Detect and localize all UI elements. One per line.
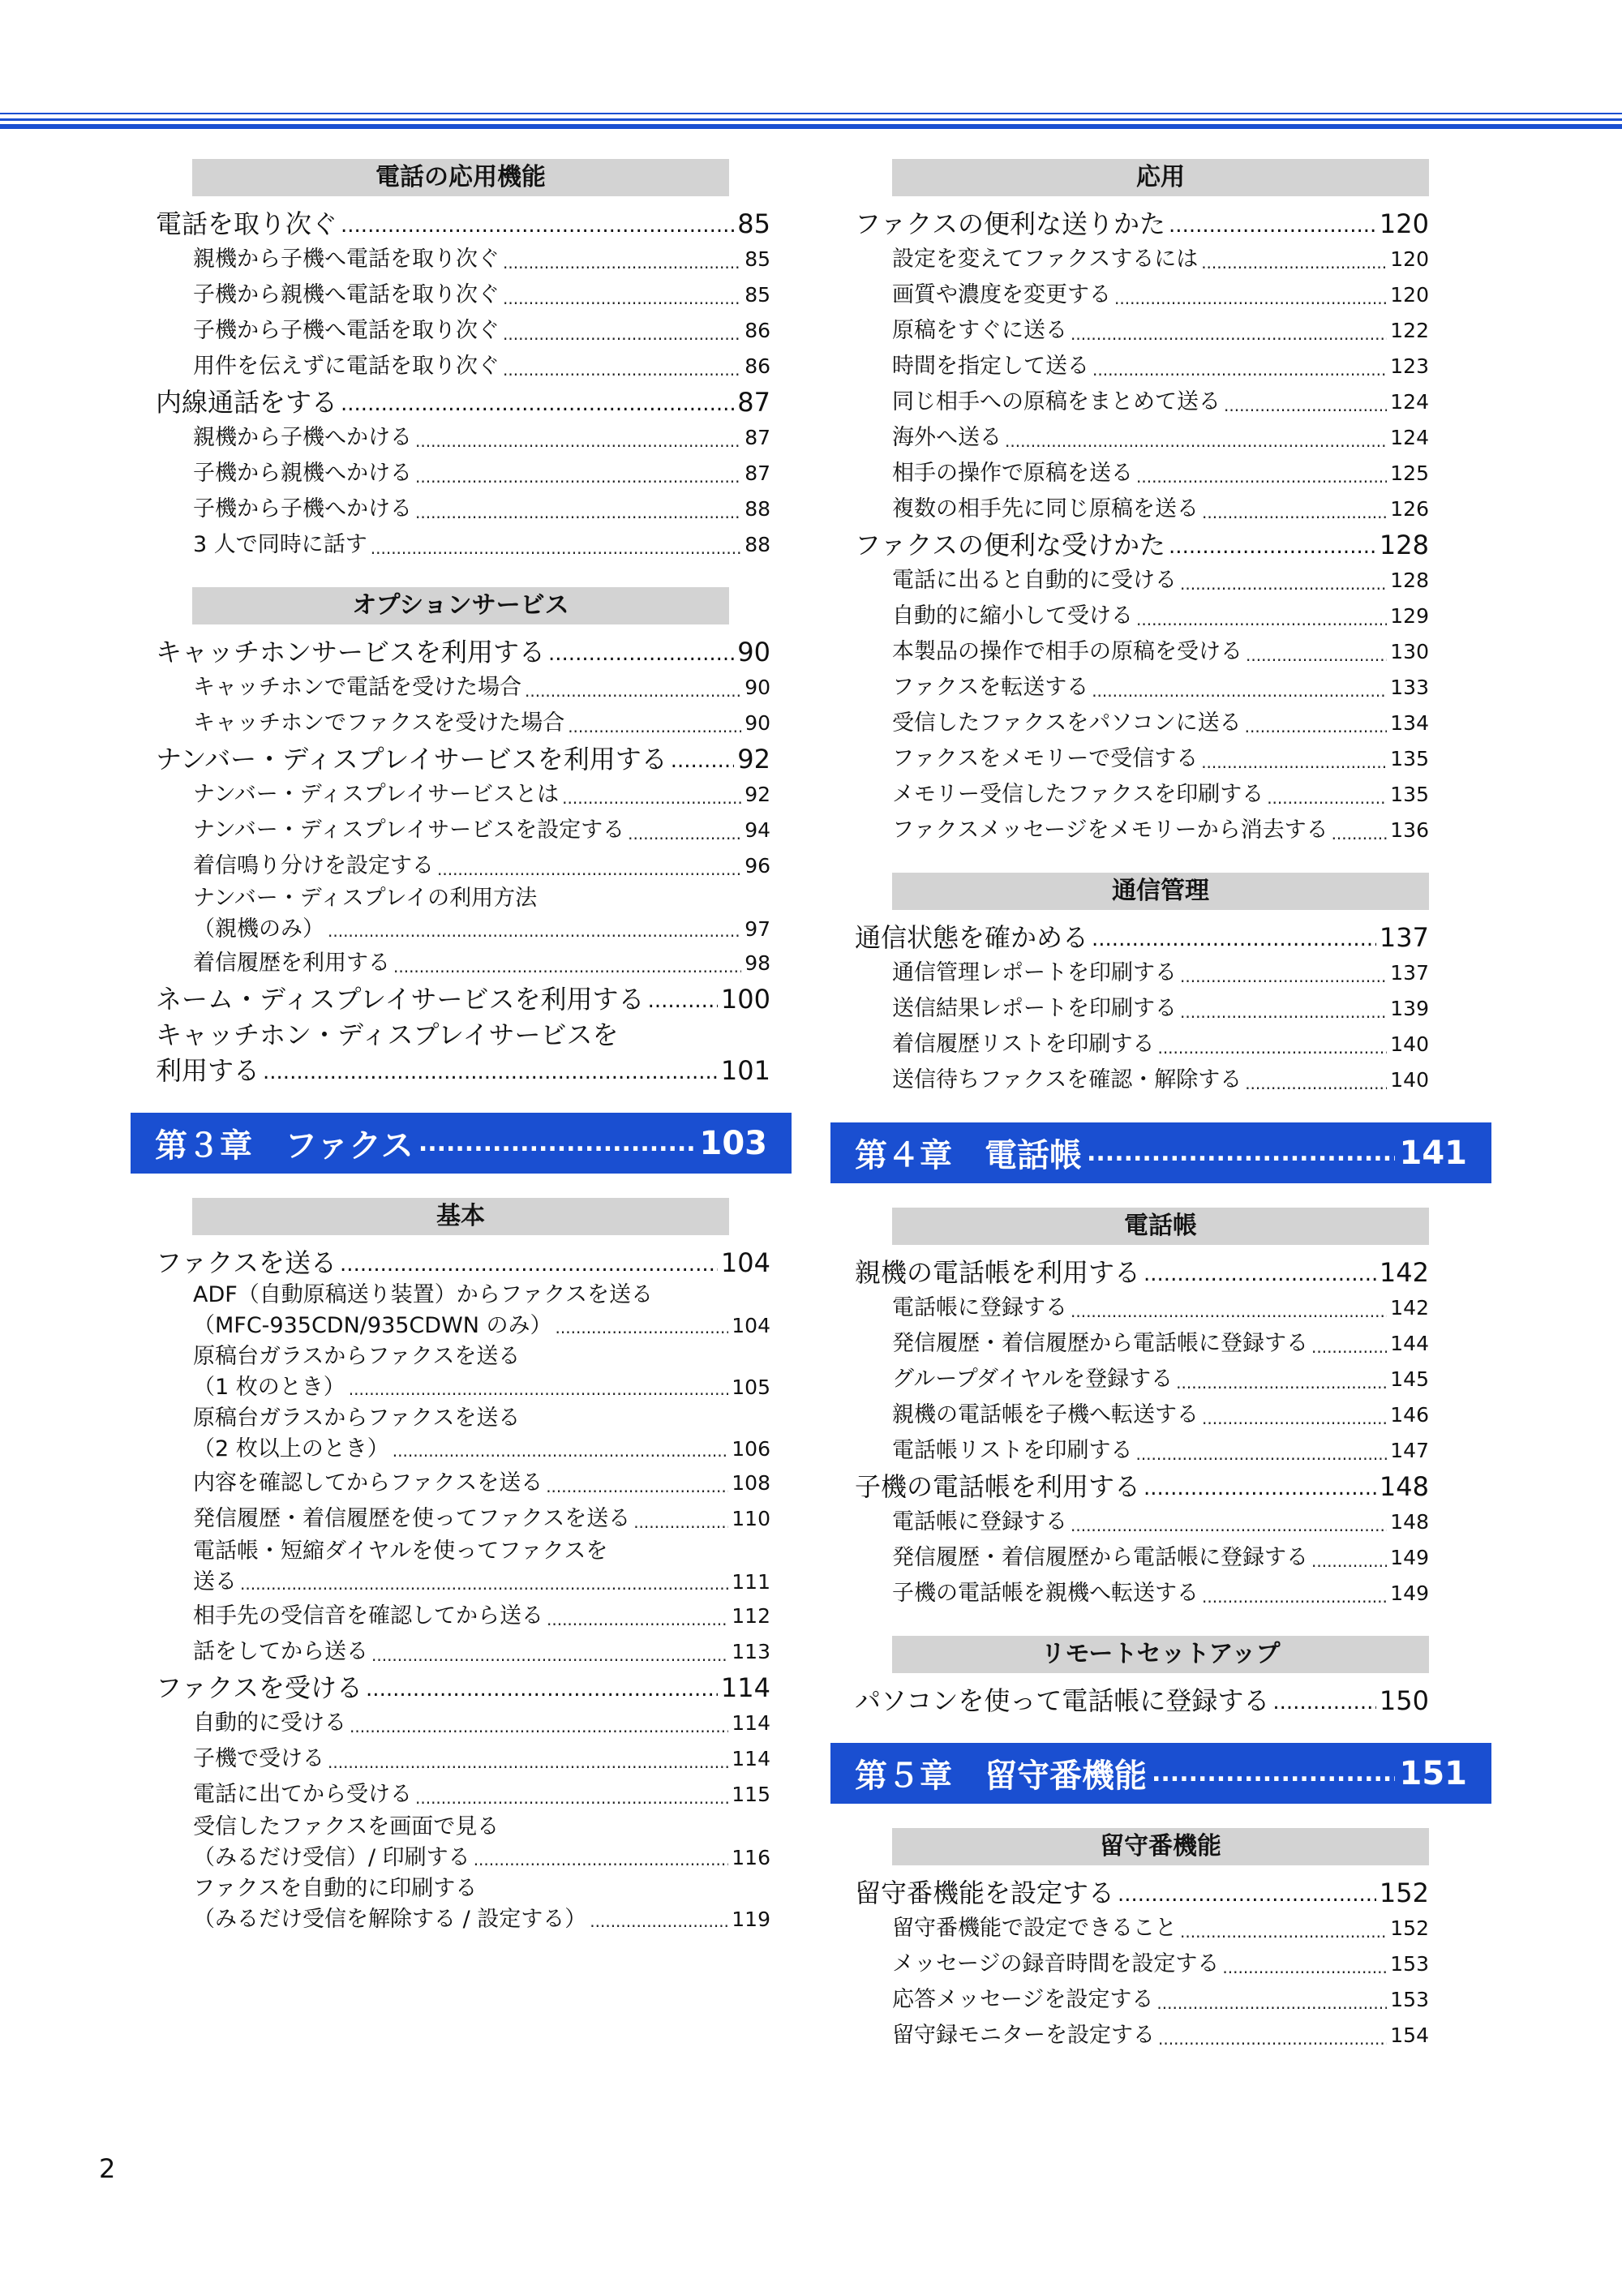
leader-dots <box>1224 391 1387 420</box>
toc-subentry[interactable]: 通信管理レポートを印刷する ..... 137 <box>892 955 1429 991</box>
page-ref: 104 <box>720 1247 770 1278</box>
toc-subentry[interactable]: （2 枚以上のとき） ..... 106 <box>193 1433 770 1466</box>
toc-entry[interactable]: 親機の電話帳を利用する ..... 142 <box>855 1255 1429 1290</box>
leader-dots <box>503 320 741 349</box>
toc-entry[interactable]: 利用する ..... 101 <box>156 1053 770 1088</box>
leader-dots <box>1311 1547 1387 1576</box>
toc-subentry[interactable]: メモリー受信したファクスを印刷する ..... 135 <box>892 777 1429 813</box>
page-ref: 124 <box>1390 390 1429 414</box>
page-ref: 124 <box>1390 426 1429 449</box>
page-ref: 110 <box>732 1507 770 1530</box>
leader-dots <box>328 916 741 946</box>
leader-dots <box>1180 1917 1387 1946</box>
page-ref: 87 <box>737 387 770 418</box>
toc-subentry[interactable]: （MFC-935CDN/935CDWN のみ） ..... 104 <box>193 1310 770 1342</box>
page-ref: 108 <box>732 1471 770 1495</box>
page-ref: 120 <box>1390 283 1429 307</box>
page-ref: 88 <box>744 497 770 521</box>
leader-dots <box>1180 962 1387 991</box>
toc-subentry[interactable]: 着信履歴を利用する ..... 98 <box>193 946 770 981</box>
chapter-title: 第５章 留守番機能 <box>855 1757 1147 1795</box>
toc-subentry[interactable]: 受信したファクスをパソコンに送る ..... 134 <box>892 706 1429 741</box>
page-ref: 88 <box>744 533 770 556</box>
toc-subentry[interactable]: メッセージの録音時間を設定する ..... 153 <box>892 1946 1429 1982</box>
toc-subentry[interactable]: （親機のみ） ..... 97 <box>193 913 770 946</box>
leader-dots <box>1135 1440 1387 1469</box>
toc-subentry[interactable]: 子機から子機へ電話を取り次ぐ ..... 86 <box>193 313 770 349</box>
toc-subentry-line1[interactable]: 受信したファクスを画面で見る <box>193 1814 500 1839</box>
toc-subentry[interactable]: （みるだけ受信を解除する / 設定する） ..... 119 <box>193 1903 770 1936</box>
toc-entry-line1[interactable]: キャッチホン・ディスプレイサービスを <box>156 1019 619 1050</box>
page-ref: 140 <box>1390 1068 1429 1092</box>
toc-subentry[interactable]: 電話帳に登録する ..... 148 <box>892 1504 1429 1540</box>
toc-subentry[interactable]: 自動的に縮小して受ける ..... 129 <box>892 599 1429 634</box>
toc-entry[interactable]: ファクスの便利な送りかた ..... 120 <box>855 206 1429 242</box>
page-ref: 86 <box>744 319 770 342</box>
page-ref: 85 <box>744 283 770 307</box>
leader-dots <box>1087 1139 1395 1167</box>
toc-subentry[interactable]: 話をしてから送る ..... 113 <box>193 1634 770 1670</box>
page-ref: 136 <box>1390 818 1429 842</box>
leader-dots <box>1332 819 1388 848</box>
page-ref: 120 <box>1390 247 1429 271</box>
toc-entry[interactable]: パソコンを使って電話帳に登録する ..... 150 <box>855 1683 1429 1719</box>
header-rule-thin <box>0 113 1622 114</box>
leader-dots <box>371 534 741 563</box>
page-ref: 87 <box>744 461 770 485</box>
toc-subentry-line1[interactable]: ナンバー・ディスプレイの利用方法 <box>193 886 538 911</box>
toc-subentry[interactable]: ファクスをメモリーで受信する ..... 135 <box>892 741 1429 777</box>
leader-dots <box>1092 355 1387 384</box>
toc-subentry[interactable]: 子機の電話帳を親機へ転送する ..... 149 <box>892 1576 1429 1611</box>
leader-dots <box>437 855 741 884</box>
leader-dots <box>503 248 741 277</box>
chapter-banner[interactable] <box>830 1743 1491 1804</box>
leader-dots <box>474 1845 729 1874</box>
section-header: 電話帳 <box>892 1208 1429 1245</box>
leader-dots <box>1144 1472 1376 1504</box>
toc-subentry[interactable]: 親機から子機へ電話を取り次ぐ ..... 85 <box>193 242 770 277</box>
page-ref: 152 <box>1390 1916 1429 1940</box>
toc-subentry[interactable]: 原稿をすぐに送る ..... 122 <box>892 313 1429 349</box>
leader-dots <box>340 1248 718 1281</box>
toc-entry[interactable]: 通信状態を確かめる ..... 137 <box>855 920 1429 955</box>
toc-subentry[interactable]: 電話に出てから受ける ..... 115 <box>193 1777 770 1813</box>
leader-dots <box>263 1056 718 1088</box>
toc-left-column <box>156 159 770 1936</box>
leader-dots <box>1136 605 1387 634</box>
page-ref: 119 <box>732 1908 770 1931</box>
toc-subentry[interactable]: 応答メッセージを設定する ..... 153 <box>892 1982 1429 2018</box>
page-ref: 101 <box>720 1055 770 1086</box>
page-ref: 94 <box>744 818 770 842</box>
page-ref: 128 <box>1379 530 1429 560</box>
page-ref: 141 <box>1399 1134 1467 1172</box>
page-ref: 90 <box>737 637 770 667</box>
toc-subentry[interactable]: 設定を変えてファクスするには ..... 120 <box>892 242 1429 277</box>
page-ref: 139 <box>1390 997 1429 1020</box>
leader-dots <box>415 498 741 527</box>
page-ref: 133 <box>1390 676 1429 699</box>
leader-dots <box>415 1783 728 1813</box>
toc-subentry[interactable]: 同じ相手への原稿をまとめて送る ..... 124 <box>892 384 1429 420</box>
page-ref: 122 <box>1390 319 1429 342</box>
leader-dots <box>341 388 734 420</box>
leader-dots <box>562 783 741 813</box>
page-ref: 151 <box>1399 1754 1467 1792</box>
toc-entry[interactable]: ネーム・ディスプレイサービスを利用する ..... 100 <box>156 981 770 1017</box>
section-header: 応用 <box>892 159 1429 196</box>
leader-dots <box>240 1569 728 1599</box>
leader-dots <box>1311 1333 1387 1362</box>
leader-dots <box>328 1748 728 1777</box>
page-ref: 85 <box>737 208 770 239</box>
toc-subentry[interactable]: 画質や濃度を変更する ..... 120 <box>892 277 1429 313</box>
page-ref: 153 <box>1390 1952 1429 1976</box>
leader-dots <box>1201 748 1387 777</box>
page-ref: 106 <box>732 1437 770 1461</box>
page-ref: 137 <box>1390 961 1429 985</box>
section-header: 基本 <box>192 1198 729 1235</box>
toc-subentry[interactable]: 着信鳴り分けを設定する ..... 96 <box>193 848 770 884</box>
leader-dots <box>1202 1582 1387 1611</box>
toc-entry[interactable]: 内線通話をする ..... 87 <box>156 384 770 420</box>
page-ref: 120 <box>1379 208 1429 239</box>
page-ref: 125 <box>1390 461 1429 485</box>
page-ref: 113 <box>732 1640 770 1663</box>
page-ref: 105 <box>732 1375 770 1399</box>
page-ref: 100 <box>720 984 770 1015</box>
page-ref: 137 <box>1379 922 1429 953</box>
leader-dots <box>556 1313 729 1342</box>
header-rule-medium <box>0 118 1622 121</box>
section-header: 通信管理 <box>892 873 1429 910</box>
section-header: リモートセットアップ <box>892 1636 1429 1673</box>
toc-subentry[interactable]: 電話に出ると自動的に受ける ..... 128 <box>892 563 1429 599</box>
page-ref: 92 <box>744 783 770 806</box>
leader-dots <box>1157 1033 1387 1062</box>
leader-dots <box>366 1673 718 1706</box>
page-ref: 152 <box>1379 1878 1429 1908</box>
page-ref: 140 <box>1390 1032 1429 1056</box>
toc-entry[interactable]: ファクスの便利な受けかた ..... 128 <box>855 527 1429 563</box>
chapter-title: 第４章 電話帳 <box>855 1137 1082 1174</box>
toc-entry[interactable]: 留守番機能を設定する ..... 152 <box>855 1875 1429 1911</box>
page-ref: 115 <box>732 1783 770 1806</box>
toc-entry[interactable]: ファクスを送る ..... 104 <box>156 1245 770 1281</box>
toc-subentry[interactable]: 発信履歴・着信履歴から電話帳に登録する ..... 144 <box>892 1326 1429 1362</box>
leader-dots <box>671 745 735 777</box>
toc-subentry[interactable]: 用件を伝えずに電話を取り次ぐ ..... 86 <box>193 349 770 384</box>
leader-dots <box>1005 427 1387 456</box>
chapter-banner[interactable] <box>131 1113 792 1174</box>
leader-dots <box>1152 1759 1395 1787</box>
page-number: 2 <box>99 2153 116 2184</box>
toc-subentry[interactable]: 海外へ送る ..... 124 <box>892 420 1429 456</box>
page-ref: 96 <box>744 854 770 878</box>
leader-dots <box>1092 676 1387 706</box>
leader-dots <box>525 676 741 706</box>
leader-dots <box>1144 1258 1376 1290</box>
page-ref: 114 <box>720 1672 770 1703</box>
header-rule-thick <box>0 124 1622 129</box>
leader-dots <box>503 284 741 313</box>
page-ref: 142 <box>1379 1257 1429 1288</box>
page-ref: 114 <box>732 1711 770 1735</box>
toc-entry[interactable]: 電話を取り次ぐ ..... 85 <box>156 206 770 242</box>
leader-dots <box>350 1712 728 1741</box>
leader-dots <box>548 637 734 670</box>
leader-dots <box>547 1605 728 1634</box>
toc-entry[interactable]: ファクスを受ける ..... 114 <box>156 1670 770 1706</box>
toc-subentry[interactable]: 自動的に受ける ..... 114 <box>193 1706 770 1741</box>
leader-dots <box>503 355 741 384</box>
toc-subentry[interactable]: 内容を確認してからファクスを送る ..... 108 <box>193 1466 770 1501</box>
page-ref: 149 <box>1390 1546 1429 1569</box>
page-ref: 116 <box>732 1846 770 1869</box>
toc-subentry-line1[interactable]: 原稿台ガラスからファクスを送る <box>193 1344 521 1369</box>
toc-subentry-line1[interactable]: ファクスを自動的に印刷する <box>193 1876 478 1901</box>
page-ref: 130 <box>1390 640 1429 663</box>
leader-dots <box>415 427 741 456</box>
page-ref: 97 <box>744 917 770 941</box>
leader-dots <box>1201 248 1387 277</box>
toc-subentry[interactable]: 着信履歴リストを印刷する ..... 140 <box>892 1027 1429 1062</box>
toc-subentry[interactable]: 留守録モニターを設定する ..... 154 <box>892 2018 1429 2054</box>
toc-subentry[interactable]: 発信履歴・着信履歴から電話帳に登録する ..... 149 <box>892 1540 1429 1576</box>
leader-dots <box>648 985 718 1017</box>
toc-subentry[interactable]: 発信履歴・着信履歴を使ってファクスを送る ..... 110 <box>193 1501 770 1537</box>
page-ref: 148 <box>1390 1510 1429 1534</box>
toc-entry[interactable]: 子機の電話帳を利用する ..... 148 <box>855 1469 1429 1504</box>
leader-dots <box>415 462 741 491</box>
toc-subentry[interactable]: （1 枚のとき） ..... 105 <box>193 1371 770 1404</box>
leader-dots <box>341 209 734 242</box>
toc-subentry[interactable]: 本製品の操作で相手の原稿を受ける ..... 130 <box>892 634 1429 670</box>
leader-dots <box>1114 284 1387 313</box>
leader-dots <box>1272 1686 1376 1719</box>
page-ref: 114 <box>732 1747 770 1770</box>
toc-subentry[interactable]: グループダイヤルを登録する ..... 145 <box>892 1362 1429 1397</box>
leader-dots <box>371 1641 728 1670</box>
leader-dots <box>393 952 741 981</box>
toc-subentry[interactable]: 送る ..... 111 <box>193 1566 770 1599</box>
page-ref: 87 <box>744 426 770 449</box>
page-ref: 153 <box>1390 1988 1429 2011</box>
leader-dots <box>1222 1953 1387 1982</box>
leader-dots <box>1118 1878 1376 1911</box>
toc-subentry[interactable]: 親機から子機へかける ..... 87 <box>193 420 770 456</box>
page-ref: 98 <box>744 951 770 975</box>
leader-dots <box>1071 1511 1387 1540</box>
leader-dots <box>568 712 741 741</box>
page-ref: 129 <box>1390 604 1429 628</box>
page-ref: 142 <box>1390 1296 1429 1320</box>
page-ref: 134 <box>1390 711 1429 735</box>
leader-dots <box>1071 1297 1387 1326</box>
section-header: 留守番機能 <box>892 1828 1429 1865</box>
toc-subentry[interactable]: キャッチホンで電話を受けた場合 ..... 90 <box>193 670 770 706</box>
page-ref: 104 <box>732 1314 770 1337</box>
toc-entry[interactable]: キャッチホンサービスを利用する ..... 90 <box>156 634 770 670</box>
toc-subentry[interactable]: ファクスを転送する ..... 133 <box>892 670 1429 706</box>
leader-dots <box>546 1472 728 1501</box>
page-ref: 126 <box>1390 497 1429 521</box>
toc-subentry[interactable]: 相手先の受信音を確認してから送る ..... 112 <box>193 1599 770 1634</box>
toc-entry[interactable]: ナンバー・ディスプレイサービスを利用する ..... 92 <box>156 741 770 777</box>
leader-dots <box>1156 1989 1387 2018</box>
leader-dots <box>1136 462 1387 491</box>
leader-dots <box>1245 712 1388 741</box>
leader-dots <box>393 1436 729 1466</box>
leader-dots <box>1202 498 1387 527</box>
toc-subentry[interactable]: ナンバー・ディスプレイサービスとは ..... 92 <box>193 777 770 813</box>
page-ref: 148 <box>1379 1471 1429 1502</box>
toc-subentry-line1[interactable]: 電話帳・短縮ダイヤルを使ってファクスを <box>193 1539 608 1564</box>
leader-dots <box>1092 923 1376 955</box>
toc-subentry[interactable]: 送信待ちファクスを確認・解除する ..... 140 <box>892 1062 1429 1098</box>
page-ref: 92 <box>737 744 770 775</box>
leader-dots <box>628 819 741 848</box>
toc-right-column <box>855 159 1467 2054</box>
page-ref: 146 <box>1390 1403 1429 1427</box>
leader-dots <box>1071 320 1387 349</box>
leader-dots <box>633 1508 728 1537</box>
leader-dots <box>1202 1404 1387 1433</box>
page-ref: 149 <box>1390 1581 1429 1605</box>
leader-dots <box>1180 569 1387 599</box>
toc-subentry[interactable]: 子機で受ける ..... 114 <box>193 1741 770 1777</box>
page-ref: 86 <box>744 354 770 378</box>
page-ref: 90 <box>744 676 770 699</box>
section-header: 電話の応用機能 <box>192 159 729 196</box>
leader-dots <box>1245 1069 1387 1098</box>
toc-subentry[interactable]: 時間を指定して送る ..... 123 <box>892 349 1429 384</box>
leader-dots <box>1169 530 1376 563</box>
leader-dots <box>1158 2024 1387 2054</box>
page-ref: 85 <box>744 247 770 271</box>
leader-dots <box>1180 998 1387 1027</box>
leader-dots <box>418 1129 695 1157</box>
toc-subentry[interactable]: 複数の相手先に同じ原稿を送る ..... 126 <box>892 491 1429 527</box>
toc-subentry[interactable]: キャッチホンでファクスを受けた場合 ..... 90 <box>193 706 770 741</box>
page-ref: 90 <box>744 711 770 735</box>
toc-subentry[interactable]: 電話帳リストを印刷する ..... 147 <box>892 1433 1429 1469</box>
toc-subentry[interactable]: 電話帳に登録する ..... 142 <box>892 1290 1429 1326</box>
page-ref: 145 <box>1390 1367 1429 1391</box>
page-ref: 150 <box>1379 1685 1429 1716</box>
toc-subentry[interactable]: 留守番機能で設定できること ..... 152 <box>892 1911 1429 1946</box>
toc-subentry[interactable]: （みるだけ受信）/ 印刷する ..... 116 <box>193 1842 770 1874</box>
page-ref: 144 <box>1390 1332 1429 1355</box>
toc-subentry[interactable]: 子機から親機へ電話を取り次ぐ ..... 85 <box>193 277 770 313</box>
leader-dots <box>1267 783 1387 813</box>
page-ref: 154 <box>1390 2023 1429 2047</box>
chapter-banner[interactable] <box>830 1122 1491 1183</box>
toc-subentry[interactable]: 子機から子機へかける ..... 88 <box>193 491 770 527</box>
chapter-title: 第３章 ファクス <box>155 1127 414 1165</box>
page-ref: 128 <box>1390 569 1429 592</box>
page-ref: 147 <box>1390 1439 1429 1462</box>
leader-dots <box>1176 1368 1387 1397</box>
page-ref: 135 <box>1390 747 1429 770</box>
toc-subentry[interactable]: ファクスメッセージをメモリーから消去する ..... 136 <box>892 813 1429 848</box>
leader-dots <box>349 1375 729 1404</box>
page-ref: 123 <box>1390 354 1429 378</box>
toc-subentry[interactable]: 送信結果レポートを印刷する ..... 139 <box>892 991 1429 1027</box>
toc-subentry[interactable]: 相手の操作で原稿を送る ..... 125 <box>892 456 1429 491</box>
toc-subentry[interactable]: 子機から親機へかける ..... 87 <box>193 456 770 491</box>
leader-dots <box>590 1907 728 1936</box>
section-header: オプションサービス <box>192 587 729 624</box>
page-ref: 135 <box>1390 783 1429 806</box>
toc-subentry[interactable]: 親機の電話帳を子機へ転送する ..... 146 <box>892 1397 1429 1433</box>
toc-subentry-line1[interactable]: 原稿台ガラスからファクスを送る <box>193 1405 521 1431</box>
page-ref: 112 <box>732 1604 770 1628</box>
leader-dots <box>1169 209 1376 242</box>
toc-subentry[interactable]: ナンバー・ディスプレイサービスを設定する ..... 94 <box>193 813 770 848</box>
leader-dots <box>1246 641 1387 670</box>
page-ref: 111 <box>732 1570 770 1594</box>
toc-subentry-line1[interactable]: ADF（自動原稿送り装置）からファクスを送る <box>193 1282 653 1307</box>
toc-subentry[interactable]: 3 人で同時に話す ..... 88 <box>193 527 770 563</box>
page-ref: 103 <box>699 1124 767 1162</box>
